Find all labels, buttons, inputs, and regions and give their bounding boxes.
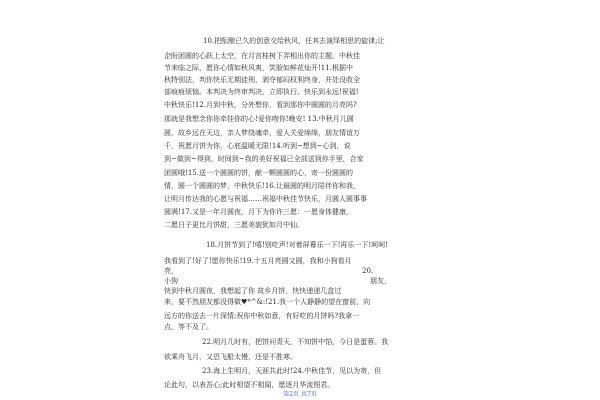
text-line: 秋特别法，判你快乐无期徒刑，剥夺郁闷权利终身，并处没收全 [164, 76, 360, 84]
text-line: 18.月饼节到了!嘻!别吃声!对着屏幕乐一下!再乐一下!呵呵! [206, 241, 389, 249]
page-footer: 第2页 共7页 [283, 391, 317, 398]
text-line: 情，圆一个圆圆的梦，中秋快乐!16.让最圆的明月陪伴你和我， [164, 182, 360, 190]
text-line: 圆满!17.又是一年月圆夜，月下为你许三愿：一愿身体健康， [164, 208, 353, 216]
text-line: 亮， [164, 267, 178, 275]
text-line: 中秋快乐!12.月到中秋，分外想你，看到那你中圆圆的月亮吗? [164, 101, 357, 109]
text-line: 让明月传达我的心愿与祝福……祝福中秋佳节快乐，月圆人圆事事 [164, 195, 367, 203]
text-line: 那就是我想念你你牵挂你的心!爱你吻你!晚安! 13.中秋月儿圆 [164, 115, 354, 123]
text-line: 圆，故乡远在天边，亲人梦绕魂牵，爱人关爱绵绵，朋友情谊万 [164, 129, 360, 137]
text-line: 欲乘舟飞月，又恐飞船太慢，还是不胜寒。 [164, 353, 297, 361]
text-line: 二愿日子更比月饼甜，三愿美貌犹如月中仙。 [164, 221, 304, 229]
text-line: 团圆哦!15.送一个圆圆的饼，献一颗圆圆的心，寄一份圆圆的 [164, 169, 353, 177]
text-line: 点，等不及了。 [164, 323, 213, 331]
text-line: 10.把酝酿已久的创意交给秋风，任其去演绎相思的旋律;让 [203, 37, 385, 45]
aside-word: 朋友， [370, 277, 391, 285]
text-line: 千，祝愿月饼为你，心底温暖无限!14.听到~想到~心到，说 [164, 142, 351, 150]
text-line: 23.海上生明月，天涯共此时!24.中秋佳节，见以为寄，但 [202, 367, 382, 375]
text-line: 远方的你送去一片深情;祝你中秋如意，有好吃的月饼吗?我拿一 [164, 312, 360, 320]
text-line: 节来临之际，愿你心情如秋风爽，笑脸如鲜花灿开!11.根据中 [164, 64, 353, 72]
text-line: 来，要不然朋友都没得做♥*^&:!21.我一个人静静的望在窗前，向 [164, 298, 371, 306]
text-line: 我看到了!好了!愿你快乐!19.十五月亮圆又圆，我和小狗看月 [164, 257, 352, 265]
text-line: 小狗 [164, 277, 178, 285]
text-line: 部痕痕烦恼。本判决为终审判决，立即执行。快乐到永远!祝福! [164, 88, 359, 96]
text-line: 快到中秋月圆夜，我想起了你 故乡月饼，快快递递几盒过 [164, 287, 342, 295]
text-line: 到~做到~得到，时间到~我的美好祝福已全部送到你手里，合家 [164, 155, 364, 163]
text-line: 企盼团圆的心跃上太空，在月宫桂树下弄相出你的主题。中秋佳 [164, 52, 360, 60]
aside-number: 20. [362, 267, 374, 275]
text-line: 22.明月几时有，把饼问青天，不知饼中馅，今日是蛋蓉。我 [202, 338, 389, 346]
text-line: 论此句，以表吾心;此时相望不相闻，愿逐月华流照君。 [164, 381, 335, 389]
